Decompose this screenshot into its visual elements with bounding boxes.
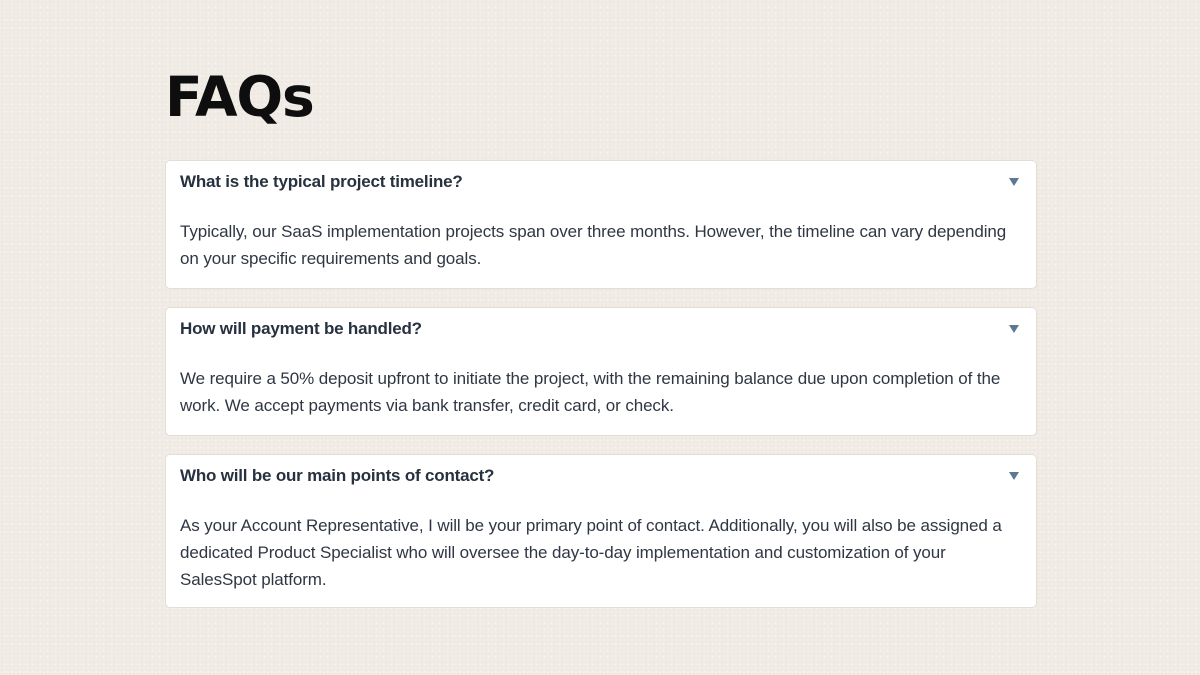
- faq-answer: As your Account Representative, I will be your primary point of contact. Additionally, you will also be assigned a dedicated Product Specialist who will oversee the day-to-day implementation and customization of your SalesSpot platform.: [180, 516, 1002, 589]
- faq-question: How will payment be handled?: [180, 318, 422, 338]
- faq-list: [165, 160, 1037, 626]
- faq-answer: We require a 50% deposit upfront to initiate the project, with the remaining balance due upon completion of the work. We accept payments via bank transfer, credit card, or check.: [180, 369, 1001, 415]
- faq-question-header[interactable]: [180, 308, 1022, 349]
- faq-question: Who will be our main points of contact?: [180, 465, 495, 485]
- faq-item: [165, 454, 1037, 608]
- faq-answer: Typically, our SaaS implementation projects span over three months. However, the timeline can vary depending on your specific requirements and goals.: [180, 222, 1007, 268]
- faq-item: [165, 160, 1037, 289]
- page-title: FAQs: [165, 65, 314, 129]
- caret-down-icon[interactable]: [1006, 174, 1022, 190]
- faq-item: [165, 307, 1037, 436]
- faq-question-header[interactable]: [180, 161, 1022, 202]
- caret-down-icon[interactable]: [1006, 468, 1022, 484]
- faq-question-header[interactable]: [180, 455, 1022, 496]
- caret-down-icon[interactable]: [1006, 321, 1022, 337]
- faq-question: What is the typical project timeline?: [180, 171, 463, 191]
